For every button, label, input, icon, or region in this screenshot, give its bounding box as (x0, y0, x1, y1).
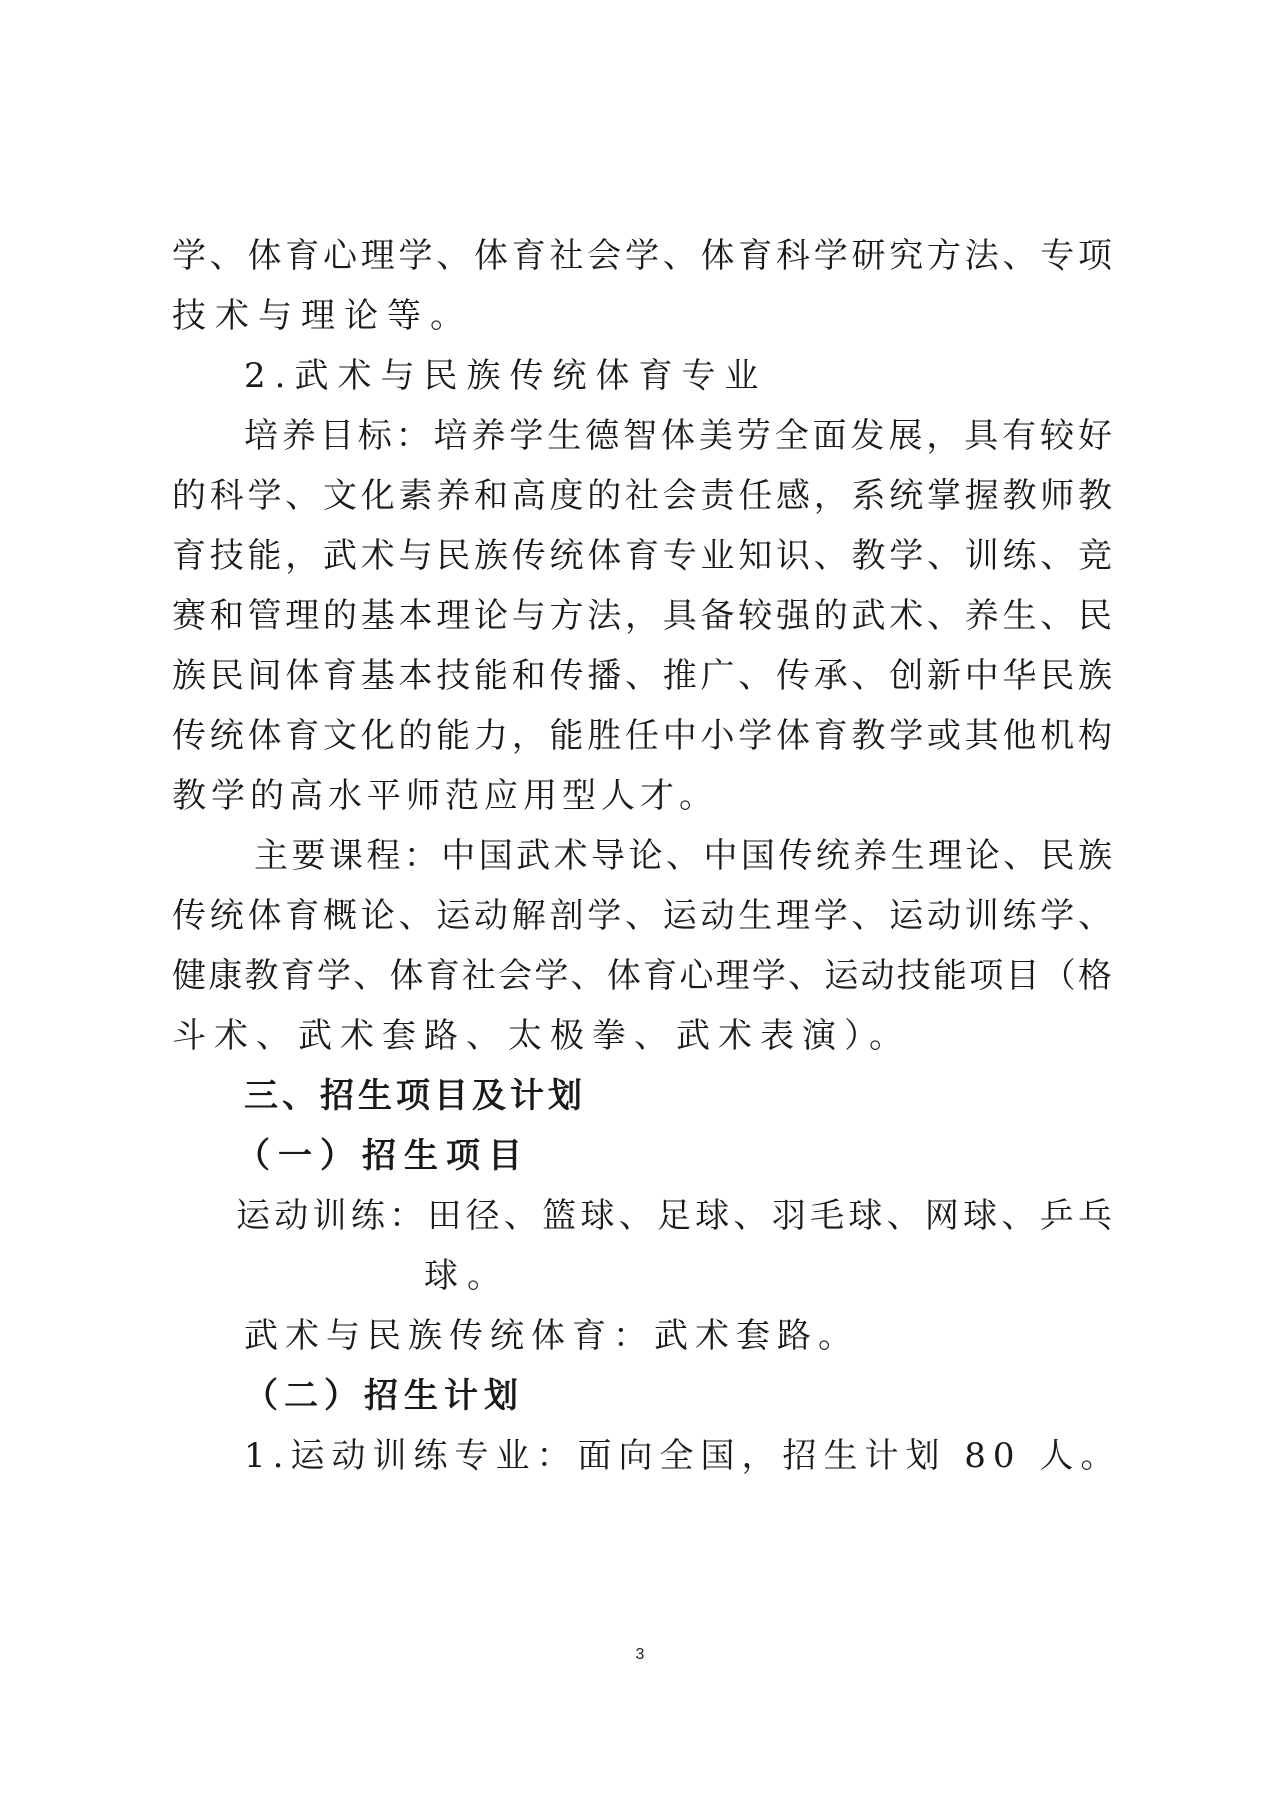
body-line: 的科学、文化素养和高度的社会责任感，系统掌握教师教 (172, 476, 1112, 516)
body-line: 技术与理论等。 (172, 296, 473, 336)
body-line: 育技能，武术与民族传统体育专业知识、教学、训练、竞 (172, 536, 1112, 576)
body-line: 传统体育概论、运动解剖学、运动生理学、运动训练学、 (172, 896, 1112, 936)
body-line: 赛和管理的基本理论与方法，具备较强的武术、养生、民 (172, 596, 1112, 636)
body-line: 学、体育心理学、体育社会学、体育科学研究方法、专项 (172, 236, 1112, 276)
body-line: 运动训练：田径、篮球、足球、羽毛球、网球、乒乓 (236, 1196, 1112, 1236)
body-line: 教学的高水平师范应用型人才。 (172, 776, 718, 816)
body-line: 传统体育文化的能力，能胜任中小学体育教学或其他机构 (172, 716, 1112, 756)
subsection-heading: （一）招生项目 (236, 1136, 530, 1176)
body-line: 武术与民族传统体育：武术套路。 (244, 1316, 859, 1356)
chapter-heading: 三、招生项目及计划 (244, 1076, 586, 1116)
body-line: 健康教育学、体育社会学、体育心理学、运动技能项目（格 (172, 956, 1112, 996)
body-line: 族民间体育基本技能和传播、推广、传承、创新中华民族 (172, 656, 1112, 696)
page-number: 3 (635, 1646, 645, 1663)
body-line: 球。 (424, 1256, 510, 1296)
body-line: 主要课程：中国武术导论、中国传统养生理论、民族 (254, 836, 1112, 876)
subsection-heading: （二）招生计划 (244, 1376, 524, 1416)
body-line: 1.运动训练专业：面向全国，招生计划 80 人。 (244, 1436, 1122, 1476)
body-line: 培养目标：培养学生德智体美劳全面发展，具有较好 (244, 416, 1112, 456)
body-line: 斗术、武术套路、太极拳、武术表演）。 (172, 1016, 911, 1056)
section-heading: 2.武术与民族传统体育专业 (244, 356, 768, 396)
